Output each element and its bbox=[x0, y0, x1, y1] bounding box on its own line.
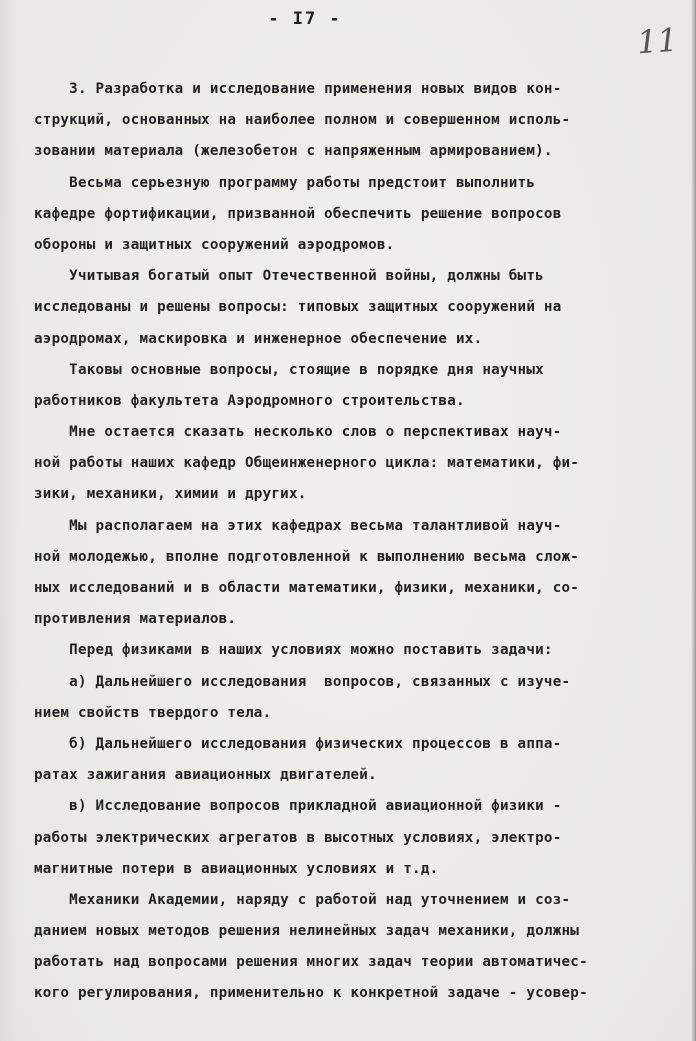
text-line: Учитывая богатый опыт Отечественной войны, должны быть bbox=[34, 268, 544, 285]
text-line: аэродромах, маскировка и инженерное обеспечение их. bbox=[34, 330, 483, 347]
text-line: 3. Разработка и исследование применения новых видов кон- bbox=[34, 81, 562, 97]
text-line: ной молодежью, вполне подготовленной к выполнению весьма слож- bbox=[34, 548, 580, 565]
text-line: исследованы и решены вопросы: типовых защитных сооружений на bbox=[34, 299, 562, 316]
text-line: противления материалов. bbox=[34, 611, 237, 628]
text-line: работать над вопросами решения многих задач теории автоматичес- bbox=[34, 954, 588, 971]
text-line: ной работы наших кафедр Общеинженерного цикла: математики, фи- bbox=[34, 455, 580, 472]
text-line: Мне остается сказать несколько слов о перспективах науч- bbox=[34, 424, 562, 441]
text-line: Механики Академии, наряду с работой над уточнением и соз- bbox=[34, 891, 571, 908]
page-number: - I7 - bbox=[268, 9, 342, 29]
text-line: нием свойств твердого тела. bbox=[34, 704, 272, 721]
text-line: зовании материала (железобетон с напряженным армированием). bbox=[34, 143, 553, 160]
text-line: магнитные потери в авиационных условиях и т.д. bbox=[34, 860, 439, 877]
text-line: ратах зажигания авиационных двигателей. bbox=[34, 767, 377, 784]
text-line: а) Дальнейшего исследования вопросов, связанных с изуче- bbox=[34, 673, 571, 690]
text-line: Перед физиками в наших условиях можно поставить задачи: bbox=[34, 642, 553, 659]
text-line: Весьма серьезную программу работы предстоит выполнить bbox=[34, 174, 536, 191]
text-line: обороны и защитных сооружений аэродромов. bbox=[34, 236, 395, 253]
text-line: кафедре фортификации, призванной обеспечить решение вопросов bbox=[34, 205, 562, 222]
text-line: б) Дальнейшего исследования физических процессов в аппа- bbox=[34, 735, 562, 752]
text-line: работников факультета Аэродромного строительства. bbox=[34, 392, 465, 409]
text-line: Мы располагаем на этих кафедрах весьма талантливой науч- bbox=[34, 517, 562, 534]
text-line: зики, механики, химии и других. bbox=[34, 486, 307, 503]
typewritten-text-body bbox=[34, 74, 660, 1010]
text-line: струкций, основанных на наиболее полном и совершенном исполь- bbox=[34, 112, 571, 129]
scan-edge-shadow bbox=[691, 0, 696, 1041]
text-line: Таковы основные вопросы, стоящие в порядке дня научных bbox=[34, 361, 544, 378]
text-line: работы электрических агрегатов в высотных условиях, электро- bbox=[34, 829, 562, 846]
handwritten-folio-number: 11 bbox=[635, 20, 679, 62]
text-line: ных исследований и в области математики, физики, механики, со- bbox=[34, 580, 580, 596]
text-line: данием новых методов решения нелинейных задач механики, должны bbox=[34, 923, 580, 940]
text-line: кого регулирования, применительно к конкретной задаче - усовер- bbox=[34, 985, 588, 1002]
text-line: в) Исследование вопросов прикладной авиационной физики - bbox=[34, 798, 562, 815]
